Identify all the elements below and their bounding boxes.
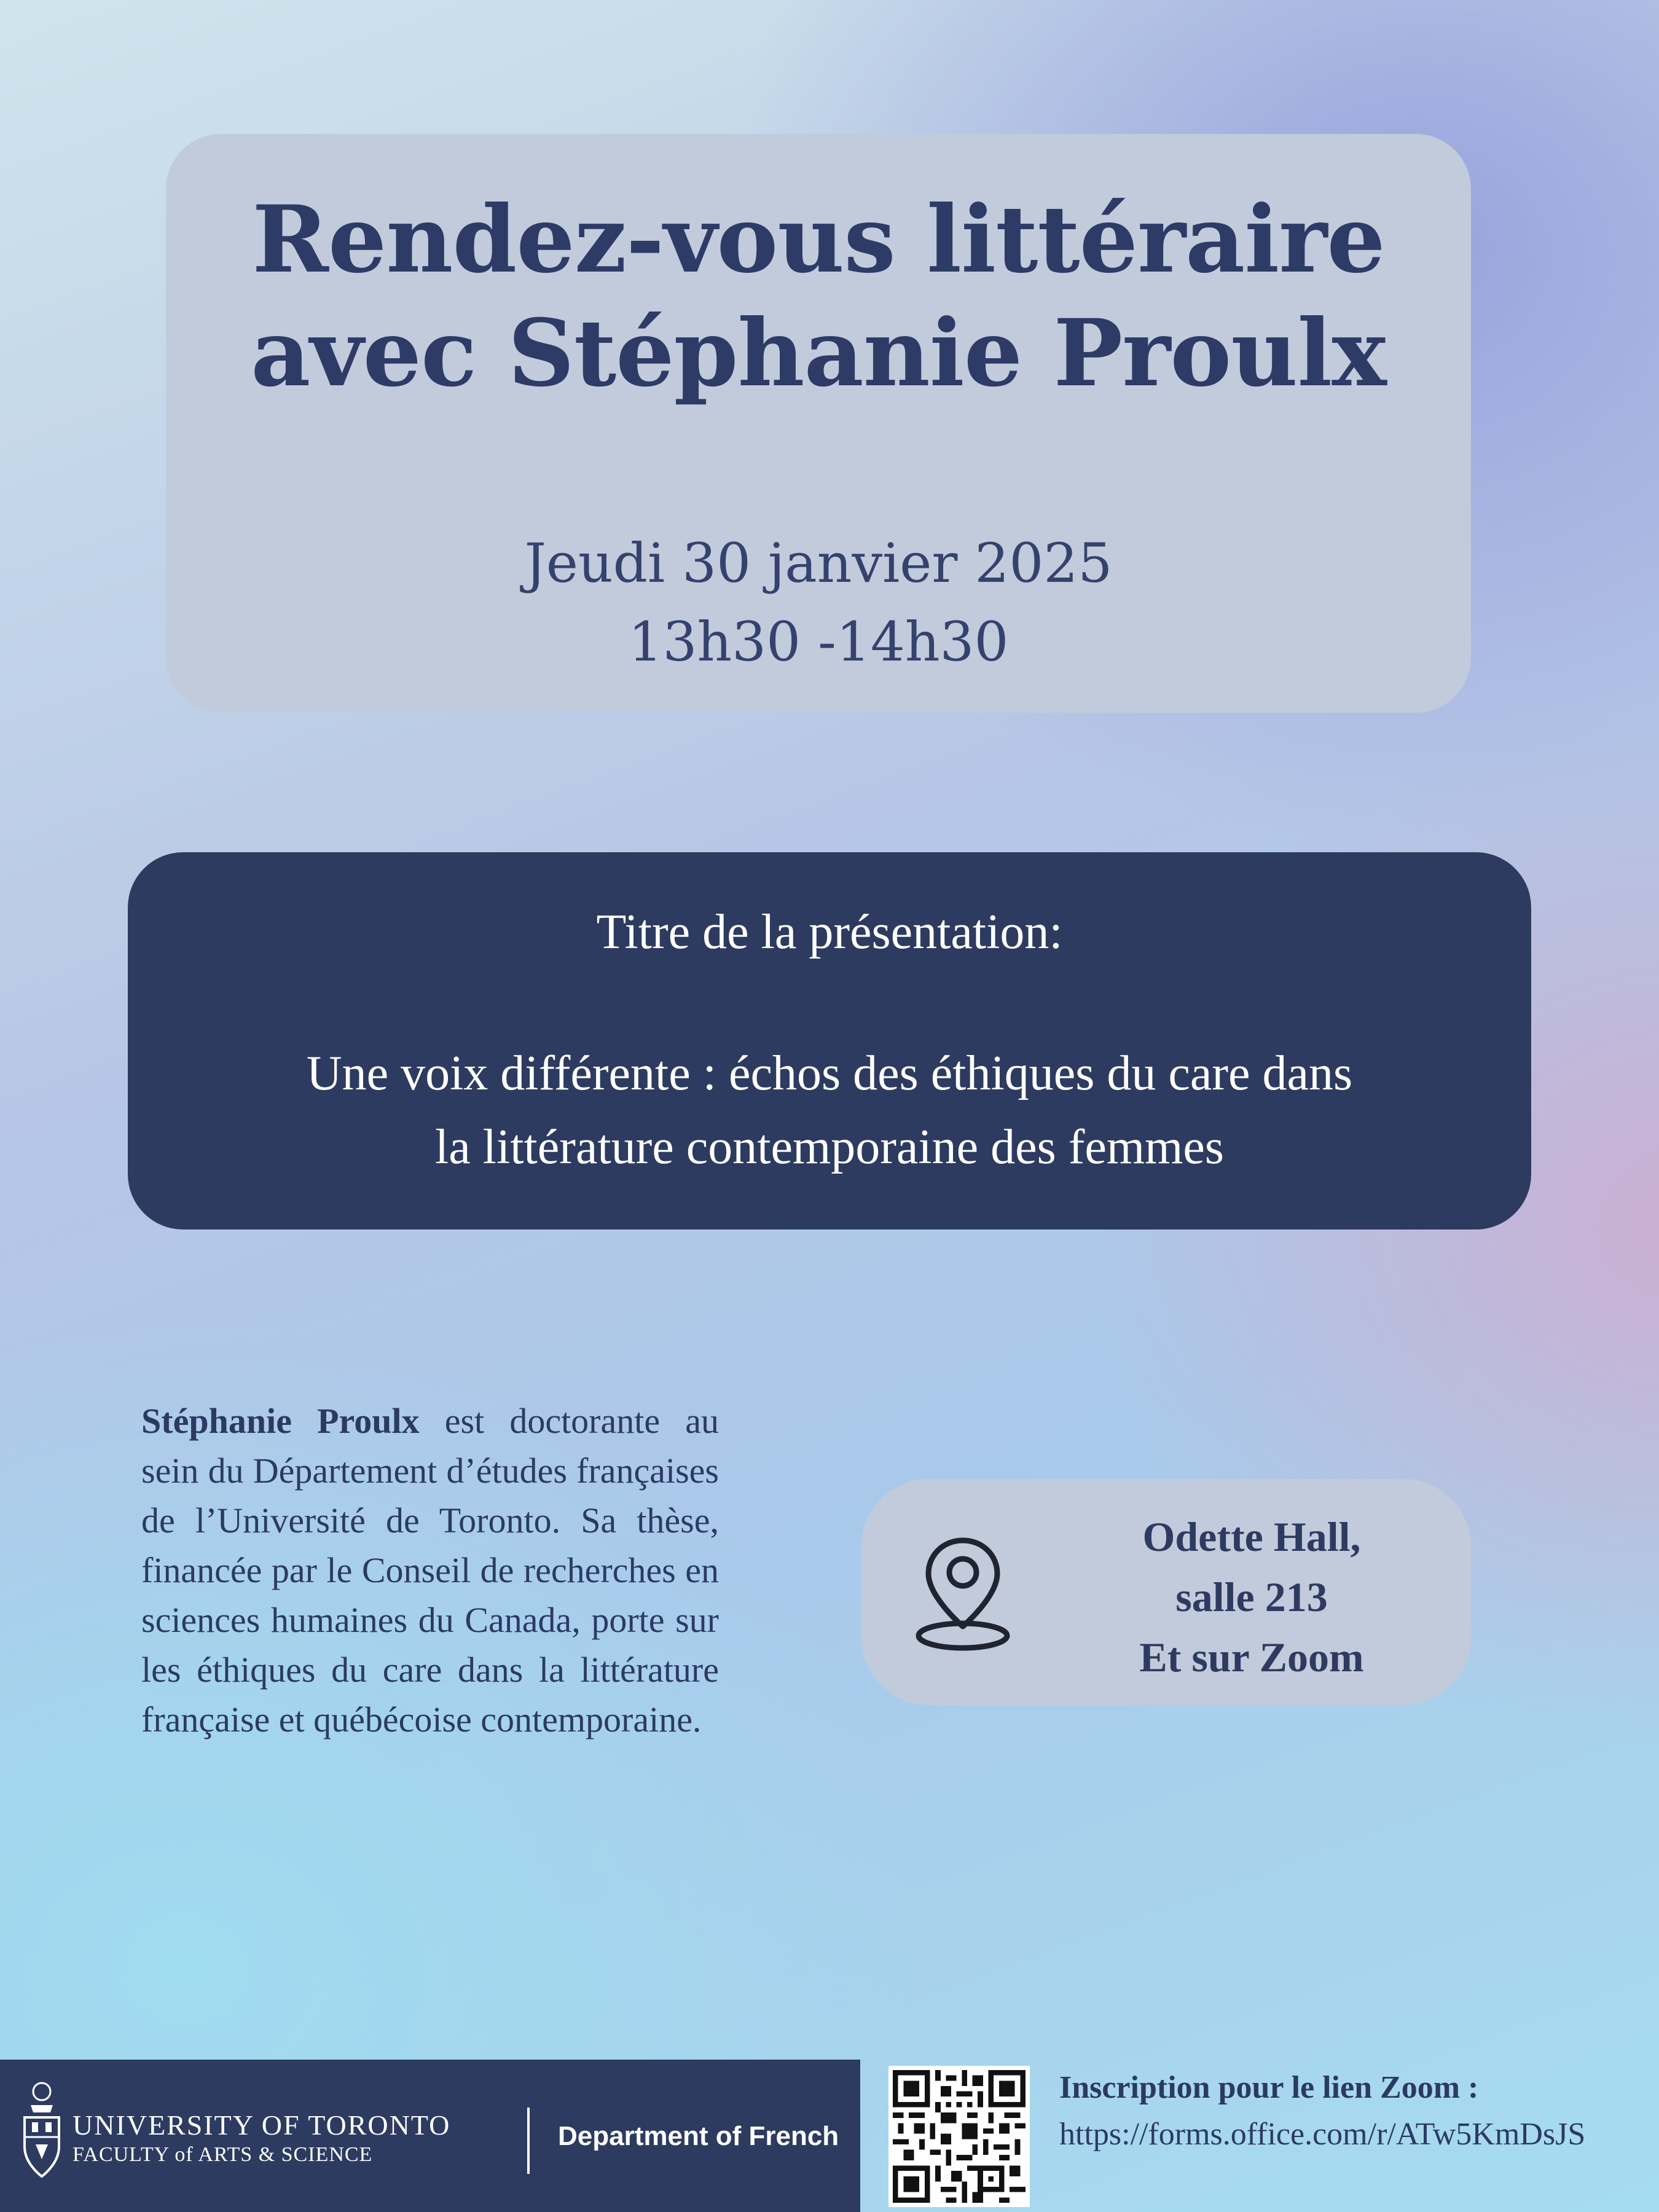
footer-bar [0, 2060, 860, 2212]
speaker-bio [141, 1396, 719, 1744]
event-date: Jeudi 30 janvier 2025 [524, 531, 1113, 595]
location-line2: salle 213 [1175, 1574, 1328, 1620]
presentation-title-line1: Une voix différente : échos des éthiques du care dans [306, 1046, 1353, 1100]
event-title-line2: avec Stéphanie Proulx [251, 299, 1386, 407]
location-line3: Et sur Zoom [1139, 1634, 1364, 1681]
event-time: 13h30 -14h30 [628, 610, 1009, 673]
zoom-registration [1059, 2065, 1643, 2158]
faculty-name: FACULTY of ARTS & SCIENCE [73, 2143, 373, 2166]
department-name: Department of French [558, 2121, 839, 2151]
qr-code-icon [893, 2070, 1026, 2203]
speaker-bio-text: est doctorante au sein du Département d’études françaises de l’Université de Toronto. Sa thèse, financée par le Conseil de recherches en sciences humaines du Canada, porte sur les éthiques du care dans la littérature française et québécoise contemporaine. [141, 1401, 719, 1739]
footer-divider [527, 2108, 530, 2174]
event-title [166, 183, 1471, 410]
presentation-title-line2: la littérature contemporaine des femmes [435, 1120, 1224, 1174]
event-title-card [166, 134, 1471, 713]
location-card [861, 1479, 1471, 1705]
presentation-card [128, 852, 1531, 1230]
event-title-line1: Rendez-vous littéraire [252, 186, 1385, 294]
university-name: UNIVERSITY OF TORONTO [73, 2109, 451, 2141]
location-text [1080, 1507, 1424, 1687]
university-crest-icon [17, 2078, 66, 2189]
presentation-label: Titre de la présentation: [596, 905, 1063, 959]
registration-label: Inscription pour le lien Zoom : [1059, 2070, 1479, 2105]
presentation-title [128, 1037, 1531, 1184]
registration-link[interactable]: https://forms.office.com/r/ATw5KmDsJS [1059, 2117, 1586, 2152]
location-line1: Odette Hall, [1142, 1513, 1361, 1560]
qr-code[interactable] [888, 2066, 1030, 2207]
event-datetime [166, 524, 1471, 681]
location-pin-icon [914, 1528, 1012, 1657]
speaker-name: Stéphanie Proulx [141, 1401, 420, 1441]
